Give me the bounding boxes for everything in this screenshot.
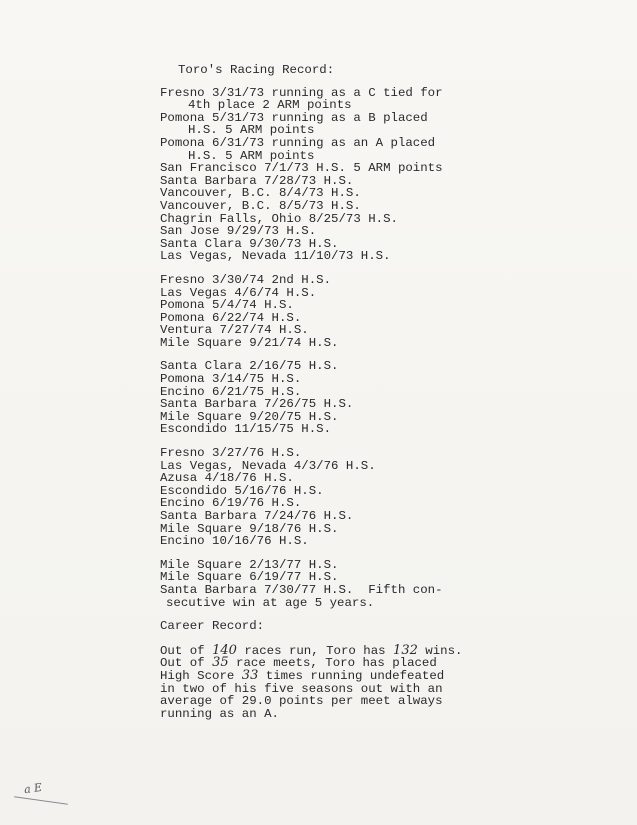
race-entry: Pomona 6/22/74 H.S. [160,310,302,325]
high-score-count: 33 [241,667,259,683]
career-line: running as an A. [160,706,279,721]
document-body [160,64,620,720]
corner-pencil-line [14,796,68,805]
race-entry: Azusa 4/18/76 H.S. [160,471,294,486]
meets-count: 35 [212,655,229,671]
race-entry: Santa Clara 2/16/75 H.S. [160,359,339,374]
race-entry: Santa Barbara 7/30/77 H.S. Fifth con- [160,582,443,597]
race-entry-continuation: H.S. 5 ARM points [188,123,315,138]
season-group [160,87,620,263]
wins-count: 132 [393,642,418,658]
season-group [160,447,620,548]
race-entry: Fresno 3/31/73 running as a C tied for [160,85,443,100]
season-group [160,274,620,350]
bleed-through-top [150,22,163,53]
career-line: Out of 35 race meets, Toro has placed [160,655,437,671]
race-entry: Las Vegas, Nevada 11/10/73 H.S. [160,249,391,264]
race-entry: Pomona 3/14/75 H.S. [160,372,302,387]
race-entry: Santa Barbara 7/28/73 H.S. [160,173,354,188]
race-entry: Pomona 5/4/74 H.S. [160,298,294,313]
race-entry-continuation: 4th place 2 ARM points [188,98,352,113]
race-entry-continuation: H.S. 5 ARM points [188,148,315,163]
race-entry: Fresno 3/27/76 H.S. [160,446,302,461]
race-entry: Mile Square 9/21/74 H.S. [160,335,339,350]
career-title: Career Record: [160,619,265,634]
race-entry: Ventura 7/27/74 H.S. [160,323,309,338]
career-line: average of 29.0 points per meet always [160,694,443,709]
race-entry-continuation: secutive win at age 5 years. [166,595,375,610]
race-entry: Chagrin Falls, Ohio 8/25/73 H.S. [160,211,398,226]
race-entry: Escondido 11/15/75 H.S. [160,422,332,437]
season-group [160,360,620,436]
race-entry: San Francisco 7/1/73 H.S. 5 ARM points [160,161,443,176]
race-entry: Encino 6/21/75 H.S. [160,384,302,399]
corner-handwritten-mark: a E [23,780,43,797]
career-line: in two of his five seasons out with an [160,681,443,696]
season-group [160,559,620,609]
race-entry: Santa Clara 9/30/73 H.S. [160,236,339,251]
race-entry: San Jose 9/29/73 H.S. [160,224,317,239]
race-entry: Fresno 3/30/74 2nd H.S. [160,272,332,287]
race-entry: Pomona 5/31/73 running as a B placed [160,110,428,125]
race-entry: Mile Square 6/19/77 H.S. [160,570,339,585]
race-entry: Mile Square 9/20/75 H.S. [160,409,339,424]
race-entry: Mile Square 2/13/77 H.S. [160,557,339,572]
race-entry: Las Vegas, Nevada 4/3/76 H.S. [160,458,376,473]
race-entry: Santa Barbara 7/24/76 H.S. [160,509,354,523]
career-summary [160,642,620,721]
race-record-list [160,87,620,610]
career-line: Out of 140 races run, Toro has 132 wins. [160,642,463,658]
race-entry: Mile Square 9/18/76 H.S. [160,521,339,536]
race-entry: Las Vegas 4/6/74 H.S. [160,285,317,300]
race-entry: Encino 6/19/76 H.S. [160,496,302,511]
race-entry: Vancouver, B.C. 8/5/73 H.S. [160,198,361,213]
race-entry: Pomona 6/31/73 running as an A placed [160,135,436,150]
race-entry: Encino 10/16/76 H.S. [160,534,309,549]
races-count: 140 [212,642,237,658]
race-entry: Escondido 5/16/76 H.S. [160,483,324,498]
race-entry: Vancouver, B.C. 8/4/73 H.S. [160,186,361,201]
career-line: High Score 33 times running undefeated [160,667,445,683]
page-title: Toro's Racing Record: [178,63,335,77]
race-entry: Santa Barbara 7/26/75 H.S. [160,397,354,412]
